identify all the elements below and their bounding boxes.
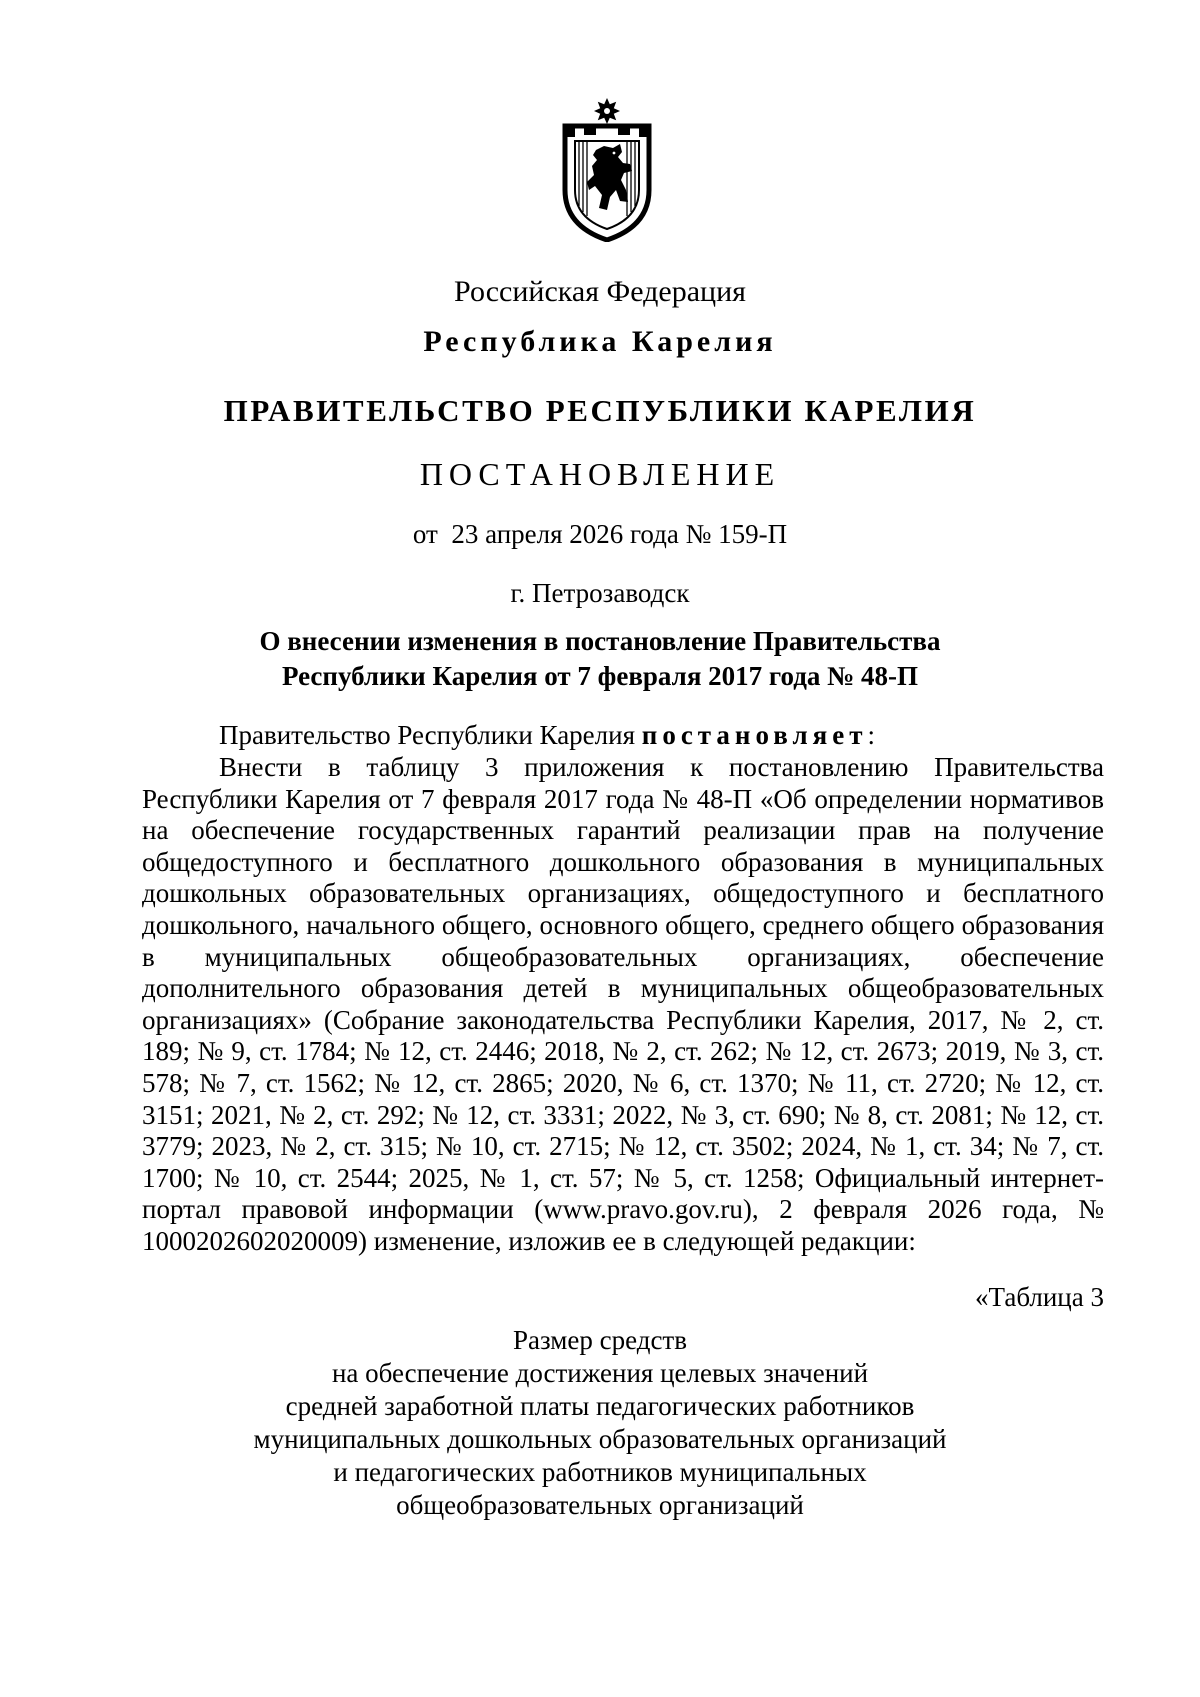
table-title <box>0 1324 1200 1522</box>
republic-name: Республика Карелия <box>423 325 777 358</box>
table-title-line: муниципальных дошкольных образовательных организаций <box>253 1424 947 1454</box>
subject-line-2: Республики Карелия от 7 февраля 2017 года № 48-П <box>281 661 919 691</box>
table-title-line: средней заработной платы педагогических работников <box>285 1391 915 1421</box>
table-reference: «Таблица 3 <box>975 1282 1104 1312</box>
preamble <box>219 720 875 751</box>
table-title-line: Размер средств <box>513 1325 687 1355</box>
document-subject <box>0 624 1200 694</box>
government-name: ПРАВИТЕЛЬСТВО РЕСПУБЛИКИ КАРЕЛИЯ <box>223 393 977 428</box>
table-title-line: общеобразовательных организаций <box>396 1490 804 1520</box>
body-paragraph: Внести в таблицу 3 приложения к постановлению Правительства Республики Карелия от 7 февраля 2017 года № 48-П «Об определении нормативов на обеспечение государственных гарантий реализации прав на получение общедоступного и бесплатного дошкольного образования в муниципальных дошкольных образовательных организациях, общедоступного и бесплатного дошкольного, начального общего, основного общего, среднего общего образования в муниципальных общеобразовательных организациях, обеспечение дополнительного образования детей в муниципальных общеобразовательных организациях» (Собрание законодательства Республики Карелия, 2017, № 2, ст. 189; № 9, ст. 1784; № 12, ст. 2446; 2018, № 2, ст. 262; № 12, ст. 2673; 2019, № 3, ст. 578; № 7, ст. 1562; № 12, ст. 2865; 2020, № 6, ст. 1370; № 11, ст. 2720; № 12, ст. 3151; 2021, № 2, ст. 292; № 12, ст. 3331; 2022, № 3, ст. 690; № 8, ст. 2081; № 12, ст. 3779; 2023, № 2, ст. 315; № 10, ст. 2715; № 12, ст. 3502; 2024, № 1, ст. 34; № 7, ст. 1700; № 10, ст. 2544; 2025, № 1, ст. 57; № 5, ст. 1258; Официальный интернет-портал правовой информации (www.pravo.gov.ru), 2 февраля 2026 года, № 1000202602020009) изменение, изложив ее в следующей редакции: <box>142 752 1104 1256</box>
subject-line-1: О внесении изменения в постановление Правительства <box>259 626 941 656</box>
document-date-number: от 23 апреля 2026 года № 159-П <box>412 519 788 549</box>
country-name: Российская Федерация <box>454 275 746 308</box>
document-type: ПОСТАНОВЛЕНИЕ <box>419 456 781 492</box>
preamble-keyword: постановляет <box>641 720 868 750</box>
preamble-suffix: : <box>867 720 876 750</box>
table-title-line: и педагогических работников муниципальных <box>333 1457 867 1487</box>
preamble-prefix: Правительство Республики Карелия <box>219 720 642 750</box>
document-city: г. Петрозаводск <box>510 578 690 608</box>
body-text <box>142 752 1104 1258</box>
table-title-line: на обеспечение достижения целевых значений <box>331 1358 869 1388</box>
karelia-coat-of-arms-icon <box>562 98 652 242</box>
